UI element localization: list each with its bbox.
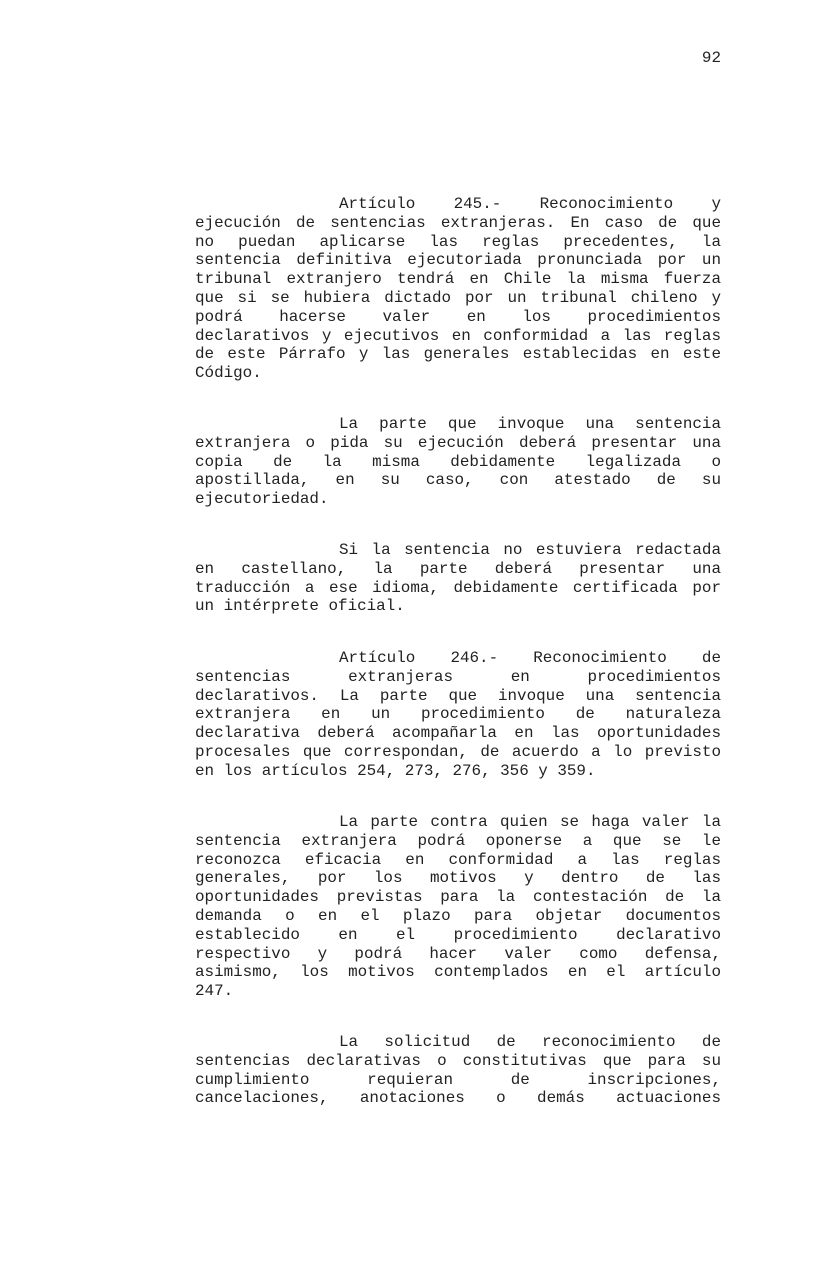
- text-line: que si se hubiera dictado por un tribunal chileno y: [195, 288, 721, 307]
- text-line: demanda o en el plazo para objetar documentos: [195, 906, 721, 925]
- text-line: sentencias declarativas o constitutivas que para su: [195, 1051, 721, 1070]
- text-line: declarativos y ejecutivos en conformidad a las reglas: [195, 326, 721, 345]
- paragraph-opposition: [195, 813, 721, 1001]
- text-line: no puedan aplicarse las reglas precedentes, la: [195, 232, 721, 251]
- text-line: declarativa deberá acompañarla en las oportunidades: [195, 724, 721, 743]
- text-line: cancelaciones, anotaciones o demás actuaciones: [195, 1089, 721, 1108]
- paragraph-translation: [195, 541, 721, 616]
- text-line: oportunidades previstas para la contestación de la: [195, 888, 721, 907]
- text-line: un intérprete oficial.: [195, 597, 405, 616]
- text-line: Código.: [195, 364, 262, 383]
- text-line: sentencia definitiva ejecutoriada pronunciada por un: [195, 251, 721, 270]
- text-line: establecido en el procedimiento declarativo: [195, 925, 721, 944]
- text-line: cumplimiento requieran de inscripciones,: [195, 1070, 721, 1089]
- paragraph-art246: [195, 649, 721, 781]
- text-line: Artículo 245.- Reconocimiento y: [339, 195, 721, 213]
- text-line: de este Párrafo y las generales establecidas en este: [195, 345, 721, 364]
- text-line: reconozca eficacia en conformidad a las reglas: [195, 850, 721, 869]
- page-number: 92: [701, 49, 721, 67]
- text-line: La solicitud de reconocimiento de: [339, 1033, 721, 1051]
- text-line: traducción a ese idioma, debidamente certificada por: [195, 578, 721, 597]
- text-line: ejecución de sentencias extranjeras. En caso de que: [195, 213, 721, 232]
- text-line: sentencias extranjeras en procedimientos: [195, 667, 721, 686]
- text-line: extranjera o pida su ejecución deberá presentar una: [195, 433, 721, 452]
- text-line: ejecutoriedad.: [195, 490, 329, 509]
- paragraph-art245: [195, 195, 721, 383]
- text-line: respectivo y podrá hacer valer como defensa,: [195, 944, 721, 963]
- text-line: en castellano, la parte deberá presentar una: [195, 559, 721, 578]
- text-line: copia de la misma debidamente legalizada o: [195, 452, 721, 471]
- text-line: extranjera en un procedimiento de naturaleza: [195, 705, 721, 724]
- text-line: declarativos. La parte que invoque una sentencia: [195, 686, 721, 705]
- text-line: Artículo 246.- Reconocimiento de: [339, 649, 721, 667]
- text-line: procesales que correspondan, de acuerdo a lo previsto: [195, 742, 721, 761]
- text-line: sentencia extranjera podrá oponerse a que se le: [195, 831, 721, 850]
- text-line: en los artículos 254, 273, 276, 356 y 359.: [195, 761, 596, 780]
- text-line: generales, por los motivos y dentro de las: [195, 869, 721, 888]
- paragraph-legalization: [195, 415, 721, 509]
- text-line: asimismo, los motivos contemplados en el artículo: [195, 963, 721, 982]
- text-line: La parte contra quien se haga valer la: [339, 813, 721, 831]
- text-line: Si la sentencia no estuviera redactada: [339, 541, 721, 559]
- text-line: apostillada, en su caso, con atestado de su: [195, 471, 721, 490]
- text-line: La parte que invoque una sentencia: [339, 415, 721, 433]
- text-line: 247.: [195, 982, 234, 1001]
- text-line: podrá hacerse valer en los procedimientos: [195, 307, 721, 326]
- text-line: tribunal extranjero tendrá en Chile la misma fuerza: [195, 270, 721, 289]
- paragraph-solicitud: [195, 1033, 721, 1108]
